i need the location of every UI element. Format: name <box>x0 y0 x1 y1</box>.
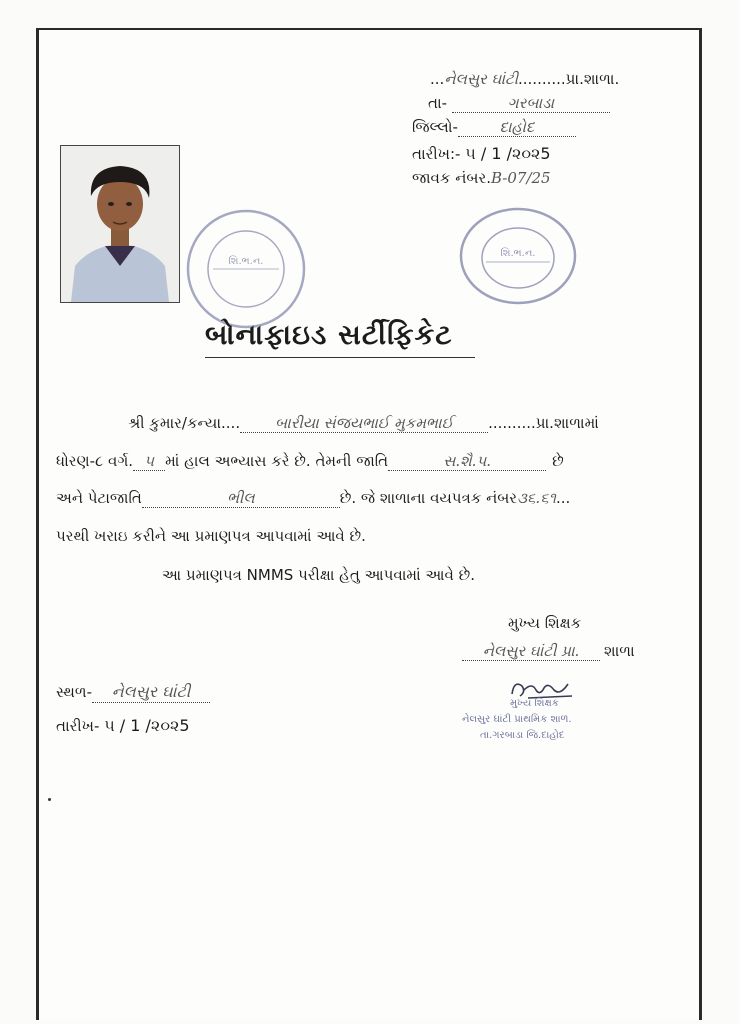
signatory-school-name: નેલસુર ઘાંટી પ્રા. <box>462 642 600 661</box>
stamp-left-text: શિ.ભ.ન. <box>228 256 264 267</box>
header-date-value: ૫ / 1 /૨૦૨5 <box>465 144 551 163</box>
school-stamp-right <box>458 206 578 306</box>
ink-dot <box>48 798 51 801</box>
footer-date-line <box>56 716 190 736</box>
certificate-title: બોનાફાઇડ સર્ટીફિકેટ <box>205 318 453 351</box>
outward-value: B-07/25 <box>491 169 551 187</box>
stamp-school-name: નેલસુર ઘાંટી પ્રાથમિક શાળ. <box>462 714 572 725</box>
body-line-1 <box>128 414 599 433</box>
header-taluka-line <box>428 94 610 113</box>
stamp-principal-title: મુખ્ય શિક્ષક <box>510 698 559 709</box>
line3-prefix: અને પેટાજાતિ <box>56 489 142 507</box>
outward-label: જાવક નંબર. <box>412 169 491 187</box>
taluka-label: તા- <box>428 94 448 112</box>
place-value: નેલસુર ઘાંટી <box>92 682 210 703</box>
line2-middle: માં હાલ અભ્યાસ કરે છે. તેમની જાતિ <box>165 452 389 470</box>
school-prefix: ... <box>430 70 445 88</box>
body-line-4: પરથી ખરાઇ કરીને આ પ્રમાણપત્ર આપવામાં આવે છે. <box>56 527 366 545</box>
line3-suffix: ... <box>555 489 571 507</box>
line2-suffix: છે <box>552 452 564 470</box>
stamp-location: તા.ગરબાડા જિ.દાહોદ <box>480 730 565 741</box>
place-label: સ્થળ- <box>56 683 93 701</box>
line1-prefix: શ્રી કુમાર/કન્યા.... <box>128 414 241 432</box>
body-line-2 <box>56 452 564 471</box>
school-stamp-left <box>185 208 307 330</box>
caste-value: સ.શૈ.પ. <box>388 452 546 471</box>
signatory-school-suffix: શાળા <box>604 642 635 660</box>
signatory-title: મુખ્ય શિક્ષક <box>508 614 582 632</box>
line2-prefix: ધોરણ-૮ વર્ગ. <box>56 452 134 470</box>
subcaste-value: ભીલ <box>142 489 340 508</box>
district-value: દાહોદ <box>458 118 576 137</box>
footer-date-value: ૫ / 1 /૨૦૨5 <box>104 716 190 735</box>
footer-date-label: તારીખ- <box>56 717 100 735</box>
title-underline <box>205 357 475 358</box>
student-photo-image <box>61 146 179 302</box>
header-date-line <box>412 144 551 164</box>
header-school-line <box>430 70 619 88</box>
footer-place-line <box>56 682 210 703</box>
register-value: ૩૬.૬૧ <box>517 489 556 507</box>
district-label: જિલ્લો- <box>412 118 458 136</box>
school-suffix: ..........પ્રા.શાળા. <box>518 70 620 88</box>
signatory-school-line <box>462 642 635 661</box>
class-value: ૫ <box>133 452 165 471</box>
body-line-3 <box>56 489 570 508</box>
stamp-right-text: શિ.ભ.ન. <box>500 248 536 259</box>
header-district-line <box>412 118 576 137</box>
student-photo <box>60 145 180 303</box>
taluka-value: ગરબાડા <box>452 94 610 113</box>
header-date-label: તારીખ:- <box>412 145 461 163</box>
body-line-5: આ પ્રમાણપત્ર NMMS પરીક્ષા હેતુ આપવામાં આવે છે. <box>162 566 475 584</box>
line3-middle: છે. જે શાળાના વયપત્રક નંબર <box>339 489 518 507</box>
header-outward-line <box>412 169 551 187</box>
header-school-name: નેલસુર ઘાંટી <box>444 70 518 88</box>
line1-suffix: ..........પ્રા.શાળામાં <box>488 414 599 432</box>
student-name: બારીયા સંજયભાઈ મુકમભાઈ <box>240 414 488 433</box>
